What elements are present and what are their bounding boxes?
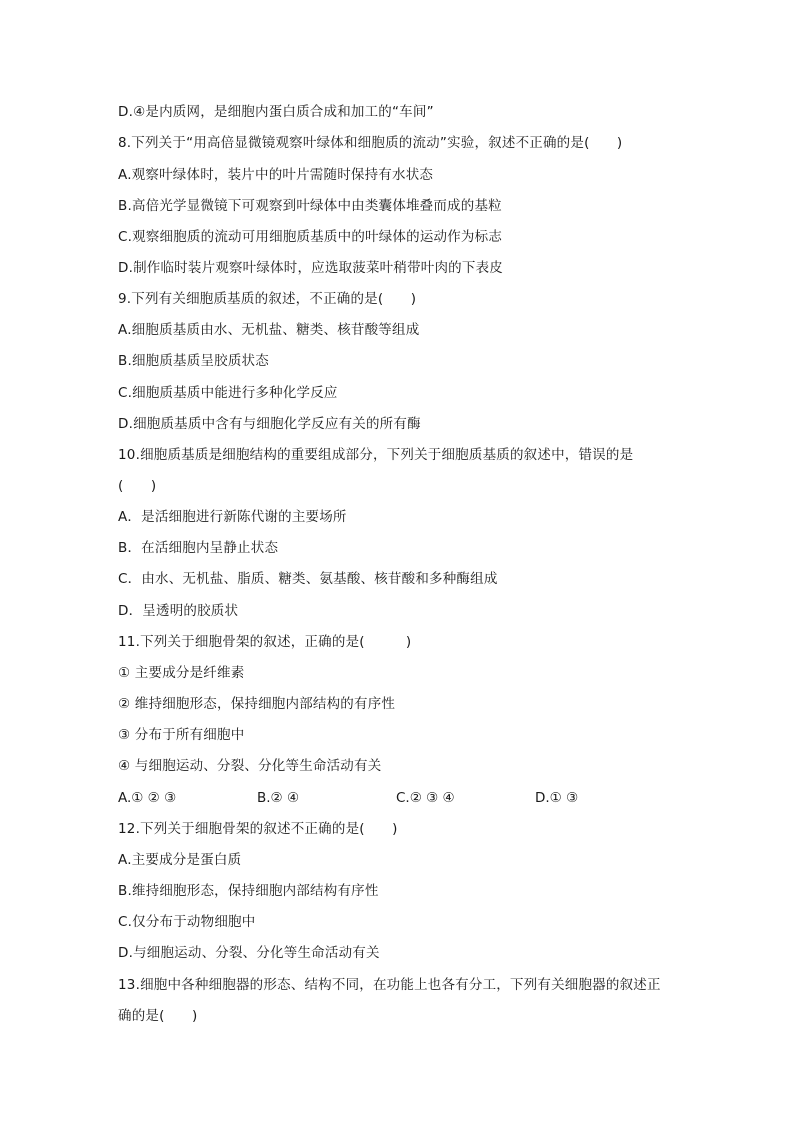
q10-option-a: A．是活细胞进行新陈代谢的主要场所 bbox=[118, 509, 347, 525]
q12-option-c: C.仅分布于动物细胞中 bbox=[118, 914, 256, 930]
q10-option-d: D．呈透明的胶质状 bbox=[118, 603, 239, 619]
q13-stem-cont: 确的是( ) bbox=[118, 1008, 198, 1024]
q9-stem: 9.下列有关细胞质基质的叙述，不正确的是( ) bbox=[118, 291, 417, 307]
q13-stem: 13.细胞中各种细胞器的形态、结构不同，在功能上也各有分工，下列有关细胞器的叙述正 bbox=[118, 977, 661, 993]
q10-option-c: C．由水、无机盐、脂质、糖类、氨基酸、核苷酸和多种酶组成 bbox=[118, 571, 498, 587]
q9-option-d: D.细胞质基质中含有与细胞化学反应有关的所有酶 bbox=[118, 416, 421, 432]
q10-stem-cont: ( ) bbox=[118, 478, 157, 494]
q11-option-a: A.① ② ③ bbox=[118, 790, 177, 806]
q8-option-c: C.观察细胞质的流动可用细胞质基质中的叶绿体的运动作为标志 bbox=[118, 229, 503, 245]
q12-stem: 12.下列关于细胞骨架的叙述不正确的是( ) bbox=[118, 821, 398, 837]
q8-option-b: B.高倍光学显微镜下可观察到叶绿体中由类囊体堆叠而成的基粒 bbox=[118, 198, 502, 214]
q9-option-c: C.细胞质基质中能进行多种化学反应 bbox=[118, 385, 338, 401]
q7-option-d: D.④是内质网，是细胞内蛋白质合成和加工的“车间” bbox=[118, 104, 434, 120]
q9-option-b: B.细胞质基质呈胶质状态 bbox=[118, 353, 269, 369]
q11-item-1: ① 主要成分是纤维素 bbox=[118, 665, 245, 681]
q8-option-a: A.观察叶绿体时，装片中的叶片需随时保持有水状态 bbox=[118, 167, 434, 183]
q12-option-d: D.与细胞运动、分裂、分化等生命活动有关 bbox=[118, 945, 380, 961]
q9-option-a: A.细胞质基质由水、无机盐、糖类、核苷酸等组成 bbox=[118, 322, 420, 338]
q11-stem: 11.下列关于细胞骨架的叙述，正确的是( ) bbox=[118, 634, 412, 650]
q10-option-b: B．在活细胞内呈静止状态 bbox=[118, 540, 279, 556]
q11-item-2: ② 维持细胞形态，保持细胞内部结构的有序性 bbox=[118, 696, 396, 712]
q8-option-d: D.制作临时装片观察叶绿体时，应选取菠菜叶稍带叶肉的下表皮 bbox=[118, 260, 503, 276]
q11-option-d: D.① ③ bbox=[535, 790, 579, 806]
q12-option-a: A.主要成分是蛋白质 bbox=[118, 852, 242, 868]
q11-item-4: ④ 与细胞运动、分裂、分化等生命活动有关 bbox=[118, 758, 382, 774]
q11-item-3: ③ 分布于所有细胞中 bbox=[118, 727, 245, 743]
q8-stem: 8.下列关于“用高倍显微镜观察叶绿体和细胞质的流动”实验，叙述不正确的是( ) bbox=[118, 135, 623, 151]
q12-option-b: B.维持细胞形态，保持细胞内部结构有序性 bbox=[118, 883, 379, 899]
q11-option-c: C.② ③ ④ bbox=[396, 790, 455, 806]
q10-stem: 10.细胞质基质是细胞结构的重要组成部分，下列关于细胞质基质的叙述中，错误的是 bbox=[118, 447, 634, 463]
q11-option-b: B.② ④ bbox=[257, 790, 300, 806]
